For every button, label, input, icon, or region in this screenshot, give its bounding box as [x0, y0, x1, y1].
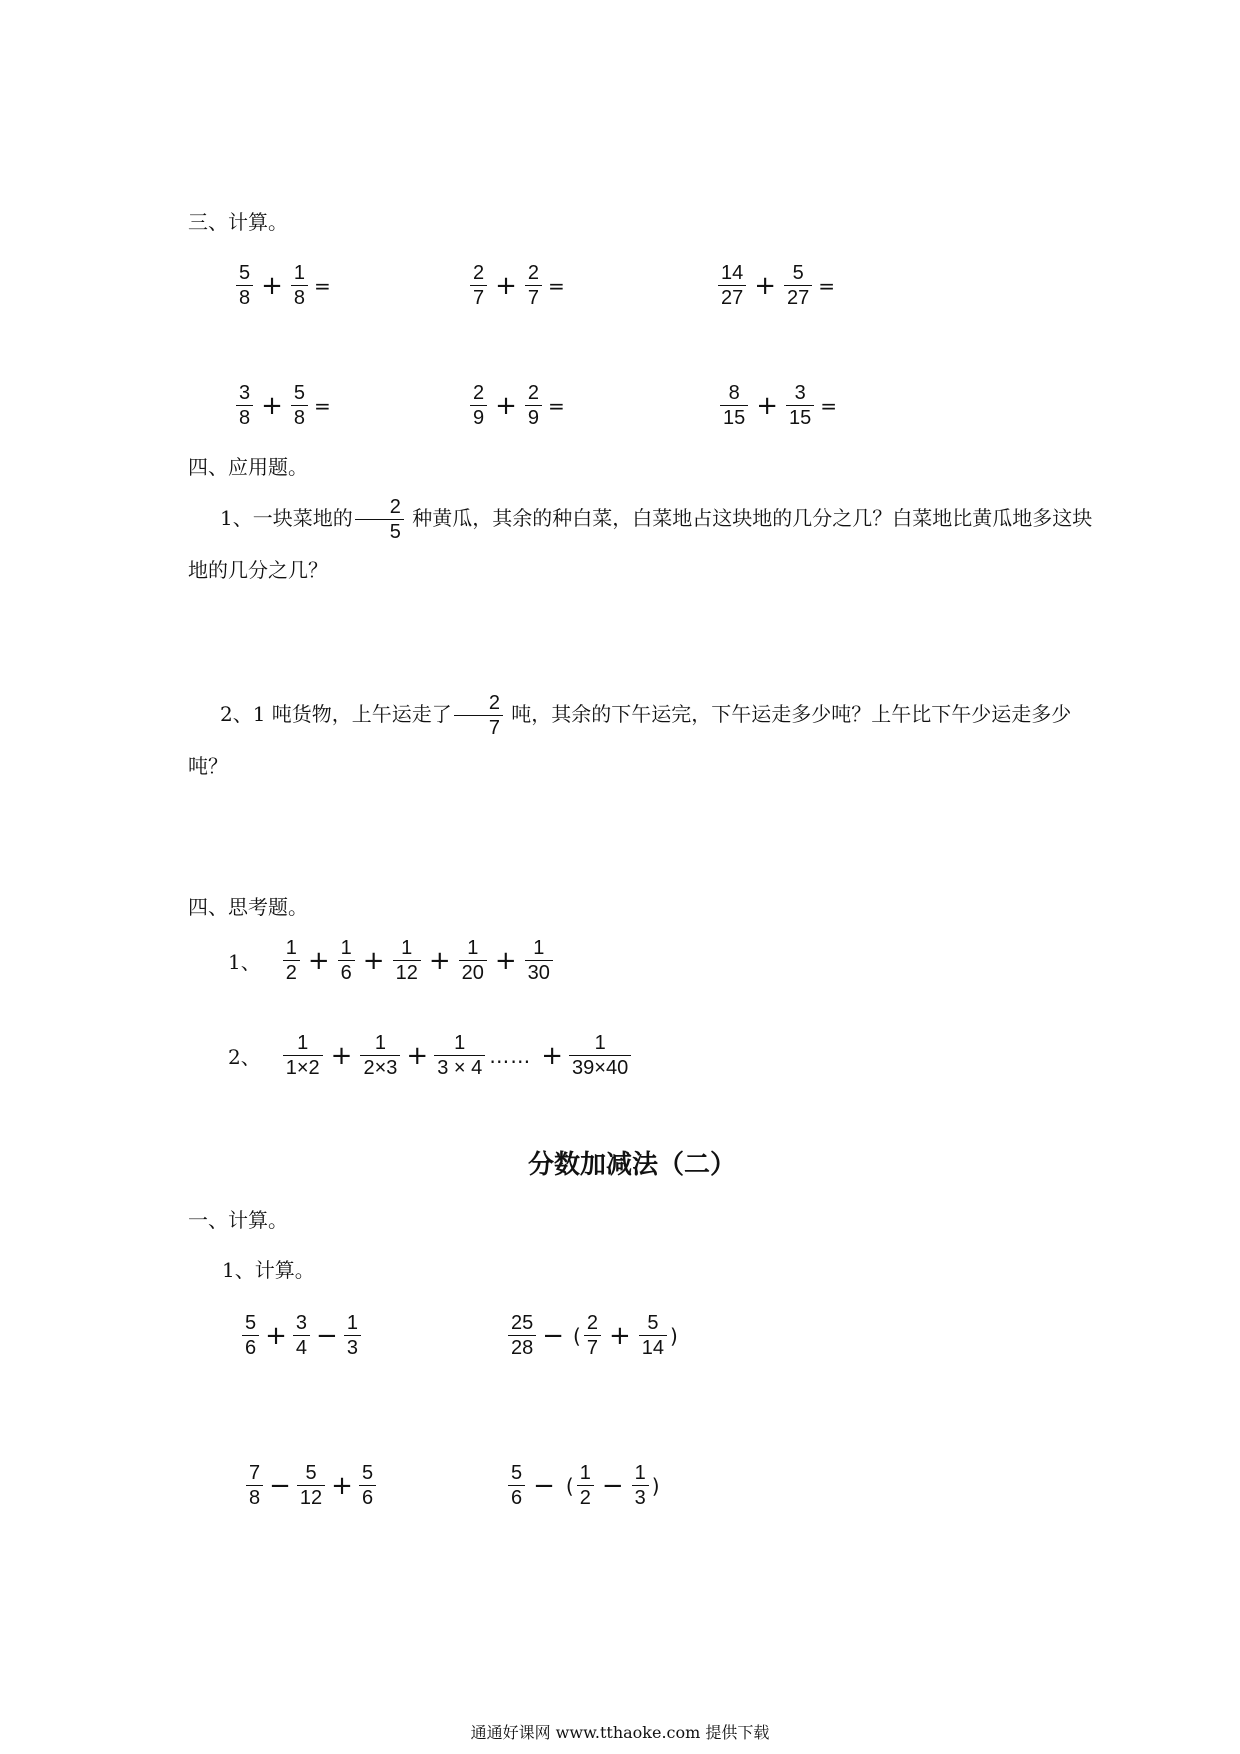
calc-expression [470, 382, 565, 429]
fraction: $\frac{1}{2\times 3}$ [360, 1032, 400, 1079]
equals-sign: = [314, 393, 331, 418]
fraction: $\frac{1}{2}$ [283, 937, 300, 984]
minus-operator: − [533, 1470, 555, 1501]
right-paren: ) [670, 1323, 678, 1348]
page-title: 分数加减法（二） [528, 1150, 737, 1180]
question-text: 2、1 吨货物，上午运走了 [220, 702, 452, 726]
fraction: $\frac{3}{8}$ [236, 382, 253, 429]
left-paren: ( [573, 1323, 581, 1348]
fraction: $\frac{5}{6}$ [508, 1462, 525, 1509]
calc-expression [246, 1462, 376, 1509]
plus-operator: + [406, 1040, 429, 1071]
fraction: $\frac{5}{8}$ [236, 262, 253, 309]
application-question-1 [188, 492, 1098, 596]
fraction: $\frac{1}{3}$ [632, 1462, 649, 1509]
plus-operator: + [541, 1040, 564, 1071]
calc-expression [508, 1462, 663, 1509]
calc-expression [718, 262, 835, 309]
fraction: $\frac{5}{12}$ [297, 1462, 325, 1509]
fraction: $\frac{3}{15}$ [786, 382, 814, 429]
plus-operator: + [330, 1040, 353, 1071]
calc-expression [236, 382, 331, 429]
fraction: $\frac{14}{27}$ [718, 262, 746, 309]
plus-operator: + [331, 1470, 353, 1501]
minus-operator: − [316, 1320, 338, 1351]
plus-operator: + [608, 1320, 631, 1351]
equals-sign: = [820, 393, 838, 418]
fraction: $\frac{2}{7}$ [525, 262, 542, 309]
fraction: $\frac{1}{6}$ [338, 937, 355, 984]
fraction: $\frac{1}{3}$ [344, 1312, 361, 1359]
plus-operator: + [756, 390, 779, 421]
plus-operator: + [362, 945, 385, 976]
calc-expression [470, 262, 565, 309]
fraction: $\frac{8}{15}$ [720, 382, 748, 429]
fraction: $\frac{2}{5}$ [355, 496, 404, 543]
application-question-2 [188, 688, 1098, 792]
fraction: $\frac{1}{2}$ [577, 1462, 594, 1509]
fraction: $\frac{2}{7}$ [454, 692, 503, 739]
fraction: $\frac{3}{4}$ [293, 1312, 310, 1359]
fraction: $\frac{2}{9}$ [470, 382, 487, 429]
fraction: $\frac{5}{27}$ [784, 262, 812, 309]
question-index: 1、 [228, 950, 261, 974]
fraction: $\frac{1}{30}$ [525, 937, 553, 984]
question-index: 2、 [228, 1045, 261, 1069]
minus-operator: − [269, 1470, 291, 1501]
section-heading-calc: 三、计算。 [188, 210, 288, 234]
right-paren: ) [651, 1473, 660, 1498]
fraction: $\frac{2}{7}$ [470, 262, 487, 309]
sub-heading-calc: 1、计算。 [222, 1258, 315, 1282]
fraction: $\frac{1}{1\times 2}$ [283, 1032, 323, 1079]
equals-sign: = [314, 273, 331, 298]
minus-operator: − [542, 1320, 565, 1351]
thinking-question-2 [228, 1032, 631, 1079]
calc-expression [720, 382, 837, 429]
fraction: $\frac{1}{3 \times 4}$ [434, 1032, 485, 1079]
calc-expression [242, 1312, 361, 1359]
fraction: $\frac{5}{6}$ [242, 1312, 259, 1359]
plus-operator: + [494, 945, 517, 976]
question-text: 1、一块菜地的 [220, 506, 353, 530]
plus-operator: + [307, 945, 330, 976]
fraction: $\frac{5}{8}$ [291, 382, 308, 429]
question-text: 种黄瓜，其余的种白菜，白菜地占这块地的几分之几？白菜地比黄瓜地多这块地的几分之几？ [188, 506, 1093, 582]
ellipsis: …… [489, 1043, 532, 1068]
fraction: $\frac{2}{9}$ [525, 382, 542, 429]
fraction: $\frac{25}{28}$ [508, 1312, 536, 1359]
plus-operator: + [754, 270, 777, 301]
equals-sign: = [548, 393, 565, 418]
page-footer: 通通好课网 www.tthaoke.com 提供下载 [470, 1723, 770, 1742]
left-paren: ( [565, 1473, 574, 1498]
equals-sign: = [818, 273, 836, 298]
fraction: $\frac{1}{20}$ [459, 937, 487, 984]
plus-operator: + [495, 270, 517, 301]
section-heading-application: 四、应用题。 [188, 455, 308, 479]
section-heading-calc-2: 一、计算。 [188, 1208, 288, 1232]
section-heading-thinking: 四、思考题。 [188, 895, 308, 919]
calc-expression [508, 1312, 681, 1359]
minus-operator: − [601, 1470, 624, 1501]
plus-operator: + [495, 390, 517, 421]
plus-operator: + [428, 945, 451, 976]
plus-operator: + [265, 1320, 287, 1351]
thinking-question-1 [228, 937, 553, 984]
fraction: $\frac{1}{12}$ [393, 937, 421, 984]
fraction: $\frac{1}{8}$ [291, 262, 308, 309]
plus-operator: + [261, 390, 283, 421]
fraction: $\frac{7}{8}$ [246, 1462, 263, 1509]
fraction: $\frac{5}{14}$ [639, 1312, 667, 1359]
question-text: 吨，其余的下午运完，下午运走多少吨？上午比下午少运走多少吨？ [188, 702, 1072, 778]
plus-operator: + [261, 270, 283, 301]
fraction: $\frac{1}{39\times 40}$ [569, 1032, 631, 1079]
calc-expression [236, 262, 331, 309]
fraction: $\frac{5}{6}$ [359, 1462, 376, 1509]
fraction: $\frac{2}{7}$ [584, 1312, 601, 1359]
equals-sign: = [548, 273, 565, 298]
